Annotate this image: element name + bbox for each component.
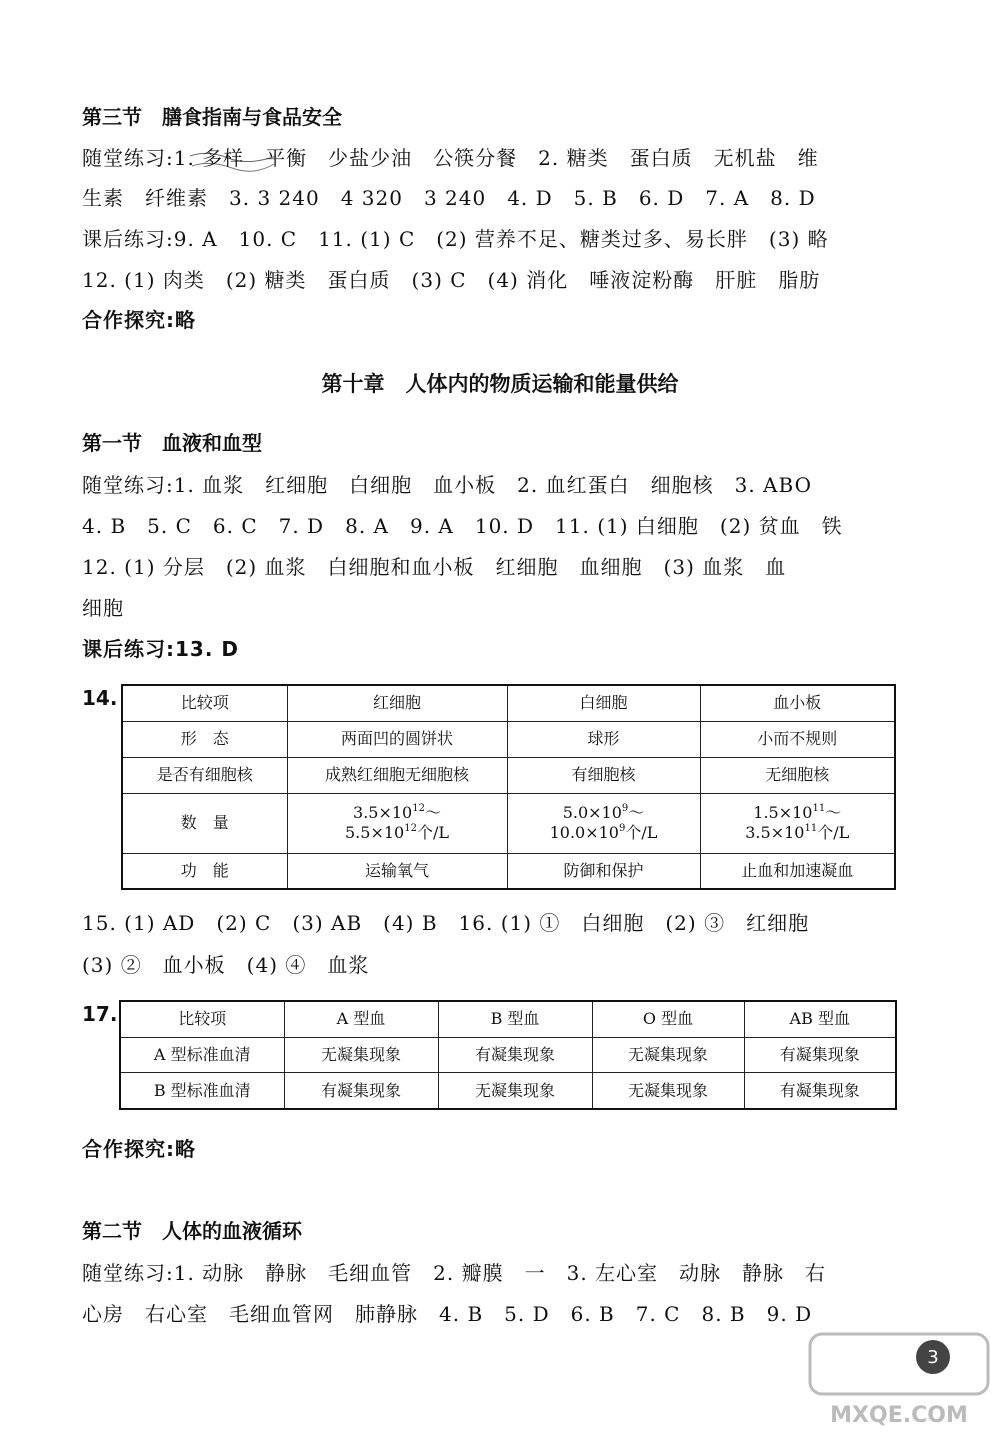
practice-line: 4. B 5. C 6. C 7. D 8. A 9. A 10. D 11. (1) 白细胞 (2) 贫血 铁: [82, 514, 843, 538]
table-cell: 成熟红细胞无细胞核: [287, 757, 507, 793]
table-row: [122, 721, 895, 757]
question-14-label: 14.: [82, 686, 118, 710]
header-cell: 红细胞: [287, 685, 507, 721]
page-number: 3: [916, 1340, 950, 1374]
header-cell: 白细胞: [507, 685, 700, 721]
table-cell: 无凝集现象: [284, 1037, 438, 1072]
table-row: [122, 853, 895, 889]
homework-line: 15. (1) AD (2) C (3) AB (4) B 16. (1) ① 白细胞 (2) ③ 红细胞: [82, 911, 810, 935]
table-cell: 形 态: [122, 721, 287, 757]
chapter-title: 第十章 人体内的物质运输和能量供给: [321, 372, 679, 396]
cooperation-line: 合作探究:略: [82, 308, 196, 332]
header-cell: 血小板: [700, 685, 895, 721]
section-heading-circulation: 第二节 人体的血液循环: [82, 1219, 302, 1243]
table-cell: 数 量: [122, 793, 287, 853]
table-cell: 有凝集现象: [744, 1037, 896, 1072]
table-cell: B 型标准血清: [120, 1073, 284, 1109]
table-cell: 是否有细胞核: [122, 757, 287, 793]
practice-line: 细胞: [82, 596, 124, 620]
table-cell: 止血和加速凝血: [700, 853, 895, 889]
header-cell: 比较项: [122, 685, 287, 721]
watermark-logo-icon: [808, 1332, 990, 1432]
table-cell: 小而不规则: [700, 721, 895, 757]
homework-line: (3) ② 血小板 (4) ④ 血浆: [82, 953, 370, 977]
quantity-cell-platelet: $1.5\times 10^{11}\sim$ $3.5\times 10^{11}$个/L: [700, 793, 895, 853]
table-cell: 有凝集现象: [284, 1073, 438, 1109]
blood-cell-table: [121, 684, 896, 890]
question-17-label: 17.: [82, 1002, 118, 1026]
practice-line: 心房 右心室 毛细血管网 肺静脉 4. B 5. D 6. B 7. C 8. B 9. D: [82, 1302, 813, 1326]
practice-line: 随堂练习:1. 多样 平衡 少盐少油 公筷分餐 2. 糖类 蛋白质 无机盐 维: [82, 146, 819, 170]
table-cell: 运输氧气: [287, 853, 507, 889]
table-cell: 无凝集现象: [438, 1073, 592, 1109]
table-header-row: [122, 685, 895, 721]
header-cell: B 型血: [438, 1001, 592, 1037]
table-cell: A 型标准血清: [120, 1037, 284, 1072]
cooperation-line: 合作探究:略: [82, 1137, 196, 1161]
table-cell: 无细胞核: [700, 757, 895, 793]
table-cell: 球形: [507, 721, 700, 757]
practice-line: 随堂练习:1. 血浆 红细胞 白细胞 血小板 2. 血红蛋白 细胞核 3. ABO: [82, 473, 812, 497]
table-cell: 有凝集现象: [744, 1073, 896, 1109]
homework-line: 12. (1) 肉类 (2) 糖类 蛋白质 (3) C (4) 消化 唾液淀粉酶 肝脏 脂肪: [82, 268, 821, 292]
homework-line: 课后练习:9. A 10. C 11. (1) C (2) 营养不足、糖类过多、易长胖 (3) 略: [82, 227, 829, 251]
table-cell: 有细胞核: [507, 757, 700, 793]
header-cell: O 型血: [592, 1001, 744, 1037]
table-cell: 有凝集现象: [438, 1037, 592, 1072]
section-heading-diet: 第三节 膳食指南与食品安全: [82, 105, 342, 129]
table-cell: 防御和保护: [507, 853, 700, 889]
table-cell: 无凝集现象: [592, 1037, 744, 1072]
header-cell: A 型血: [284, 1001, 438, 1037]
table-cell: 无凝集现象: [592, 1073, 744, 1109]
homework-line: 课后练习:13. D: [82, 637, 239, 661]
section-heading-blood: 第一节 血液和血型: [82, 431, 262, 455]
header-cell: 比较项: [120, 1001, 284, 1037]
table-row: [120, 1073, 896, 1109]
table-row: [122, 793, 895, 853]
blood-type-table: [119, 1000, 897, 1110]
table-cell: 功 能: [122, 853, 287, 889]
practice-line: 生素 纤维素 3. 3 240 4 320 3 240 4. D 5. B 6. D 7. A 8. D: [82, 186, 816, 210]
table-row: [122, 757, 895, 793]
practice-line: 12. (1) 分层 (2) 血浆 白细胞和血小板 红细胞 血细胞 (3) 血浆 血: [82, 555, 787, 579]
table-cell: 两面凹的圆饼状: [287, 721, 507, 757]
header-cell: AB 型血: [744, 1001, 896, 1037]
quantity-cell-rbc: $3.5\times 10^{12}\sim$ $5.5\times 10^{12}$个/L: [287, 793, 507, 853]
table-row: [120, 1037, 896, 1072]
table-header-row: [120, 1001, 896, 1037]
quantity-cell-wbc: $5.0\times 10^9\sim$ $10.0\times 10^9$个/L: [507, 793, 700, 853]
watermark-text: MXQE.COM: [830, 1403, 968, 1428]
practice-line: 随堂练习:1. 动脉 静脉 毛细血管 2. 瓣膜 一 3. 左心室 动脉 静脉 右: [82, 1261, 827, 1285]
